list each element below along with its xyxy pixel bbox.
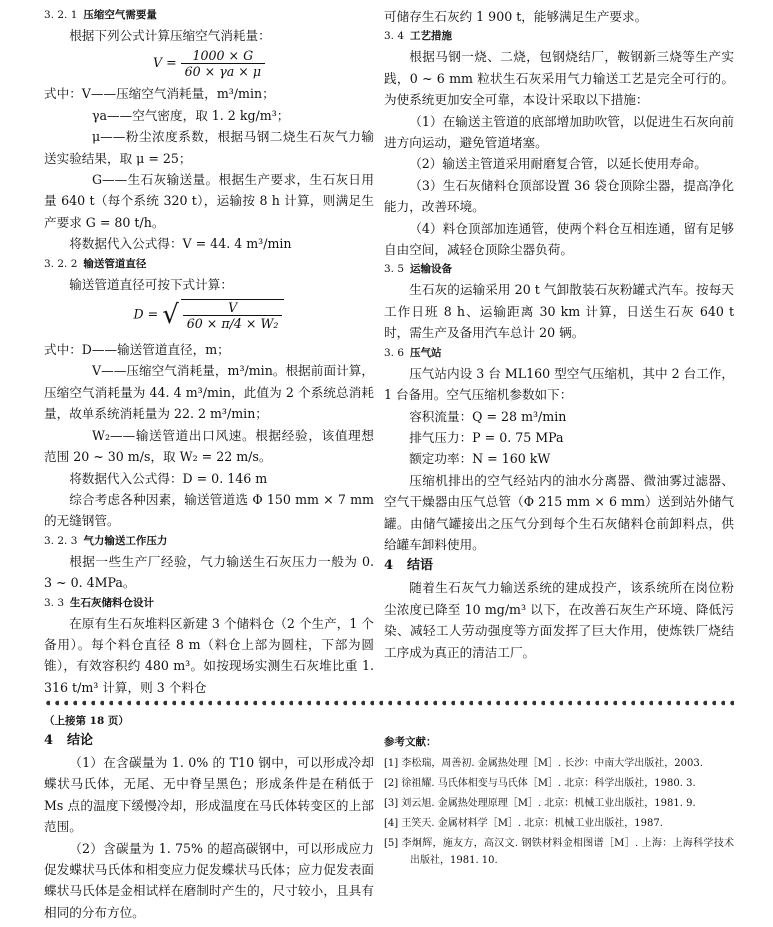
list-item: （4）料仓顶部加连通管，使两个料仓互相连通，留有足够自由空间，减轻仓顶除尘器负荷。 [384,220,734,258]
section-heading: 3. 2. 3 气力输送工作压力 [44,534,168,547]
paragraph: 在原有生石灰堆料区新建 3 个储料仓（2 个生产，1 个备用）。每个料仓直径 8 m（料仓上部为圆柱，下部为圆锥），有效容积约 480 m³。如按现场实测生石灰堆比重 1. 316 t/m³ 计算，则 3 个料仓 [44,615,374,695]
paragraph: 压缩机排出的空气经站内的油水分离器、微油雾过滤器、空气干燥器由压气总管（Φ 215 mm × 6 mm）送到站外储气罐。由储气罐接出之压气分到每个生石灰储料仓前卸料点，供给罐车卸料使用。 [384,472,734,552]
paragraph: 综合考虑各种因素，输送管道选 Φ 150 mm × 7 mm 的无缝钢管。 [44,491,374,529]
paragraph: 生石灰的运输采用 20 t 气卸散装石灰粉罐式汽车。按每天工作日班 8 h、运输距离 30 km 计算，日送生石灰 640 t 时，需生产及备用汽车总计 20 辆。 [384,282,734,341]
definition: γa——空气密度，取 1. 2 kg/m³； [92,107,290,123]
definition: G——生石灰输送量。根据生产要求，生石灰日用量 640 t（每个系统 320 t），运输按 8 h 计算，则满足生产要求 G = 80 t/h。 [44,172,374,230]
references-heading: 参考文献： [384,736,437,748]
reference-item: [3] 刘云旭. 金属热处理原理［M］. 北京：机械工业出版社，1981. 9. [384,798,696,809]
section-heading: 3. 4 工艺措施 [384,30,453,43]
left-column [44,6,374,698]
continued-article [44,712,374,923]
list-item: （1）在输送主管道的底部增加助吹管，以促进生石灰向前进方向运动，避免管道堵塞。 [384,113,734,151]
list-item: （2）输送主管道采用耐磨复合管，以延长使用寿命。 [409,156,707,172]
continued-note: （上接第 18 页） [44,715,129,727]
parameter: 额定功率：N = 160 kW [409,451,551,467]
section-heading: 4 结语 [384,558,434,574]
parameter: 排气压力：P = 0. 75 MPa [409,429,564,445]
paragraph: 输送管道直径可按下式计算： [69,276,233,292]
paragraph: 随着生石灰气力输送系统的建成投产，该系统所在岗位粉尘浓度已降至 10 mg/m³ 以下，在改善石灰生产环境、降低污染、减轻工人劳动强度等方面发挥了巨大作用，使炼铁厂烧结工序成为真正的清洁工厂。 [384,580,734,660]
section-heading: 3. 2. 1 压缩空气需要量 [44,9,157,21]
equation-pipe-diameter: D = √ $\frac{V}{\text{60 × π/4 × W₂}}$ [44,299,374,331]
list-item: （3）生石灰储料仓顶部设置 36 袋仓顶除尘器，提高净化能力，改善环境。 [384,177,734,215]
reference-item: [1] 李松瑞，周善初. 金属热处理［M］. 长沙：中南大学出版社，2003. [384,758,703,769]
paragraph: 将数据代入公式得：D = 0. 146 m [69,470,268,486]
definition: μ——粉尘浓度系数，根据马钢二烧生石灰气力输送实验结果，取 μ = 25； [44,129,374,166]
section-heading: 3. 6 压气站 [384,346,442,359]
section-heading: 3. 3 生石灰储料仓设计 [44,596,155,609]
parameter: 容积流量：Q = 28 m³/min [409,408,567,424]
paragraph: 根据下列公式计算压缩空气消耗量： [69,28,271,43]
right-column [384,6,734,663]
section-heading: 4 结论 [44,733,94,748]
paragraph: （1）在含碳量为 1. 0% 的 T10 钢中，可以形成冷却蝶状马氏体，无尾、无中脊呈黑色；形成条件是在稍低于 Ms 点的温度下缓慢冷却，形成温度在马氏体转变区的上部范围。 [44,755,374,835]
paragraph: 根据马钢一烧、二烧，包钢烧结厂，鞍钢新三烧等生产实践，0 ~ 6 mm 粒状生石灰采用气力输送工艺是完全可行的。为使系统更加安全可靠，本设计采取以下措施： [384,49,734,108]
reference-item: [5] 李炯辉，施友方，高汉文. 钢铁材料金相图谱［M］. 上海：上海科学技术出版社，1981. 10. [384,838,734,866]
paragraph: （2）含碳量为 1. 75% 的超高碳钢中，可以形成应力促发蝶状马氏体和相变应力促发蝶状马氏体；应力促发表面蝶状马氏体是金相试样在磨制时产生的，尺寸较小，且具有相同的分布方位。 [44,840,374,920]
reference-item: [2] 徐祖耀. 马氏体相变与马氏体［M］. 北京：科学出版社，1980. 3. [384,778,696,789]
section-heading: 3. 5 运输设备 [384,263,453,276]
references [384,731,734,872]
section-divider [44,699,734,707]
equation-air-volume: V = $\frac{1000 \times G}{60 \times \gamma a \times \mu}$ [44,48,374,79]
reference-item: [4] 王笑天. 金属材料学［M］. 北京：机械工业出版社，1987. [384,818,663,829]
definition: 式中：V——压缩空气消耗量，m³/min； [44,86,275,102]
paragraph: 将数据代入公式得：V = 44. 4 m³/min [69,236,292,252]
section-heading: 3. 2. 2 输送管道直径 [44,257,147,270]
paragraph: 压气站内设 3 台 ML160 型空气压缩机，其中 2 台工作，1 台备用。空气压缩机参数如下： [384,365,734,403]
paragraph: 可储存生石灰约 1 900 t，能够满足生产要求。 [384,9,648,24]
paragraph: 根据一些生产厂经验，气力输送生石灰压力一般为 0. 3 ~ 0. 4MPa。 [44,553,374,591]
definition: V——压缩空气消耗量，m³/min。根据前面计算，压缩空气消耗量为 44. 4 m³/min，此值为 2 个系统总消耗量，故单系统消耗量为 22. 2 m³/min； [44,363,374,422]
definition: 式中：D——输送管道直径，m； [44,342,230,358]
definition: W₂——输送管道出口风速。根据经验，该值理想范围 20 ~ 30 m/s，取 W₂ = 22 m/s。 [44,427,374,465]
